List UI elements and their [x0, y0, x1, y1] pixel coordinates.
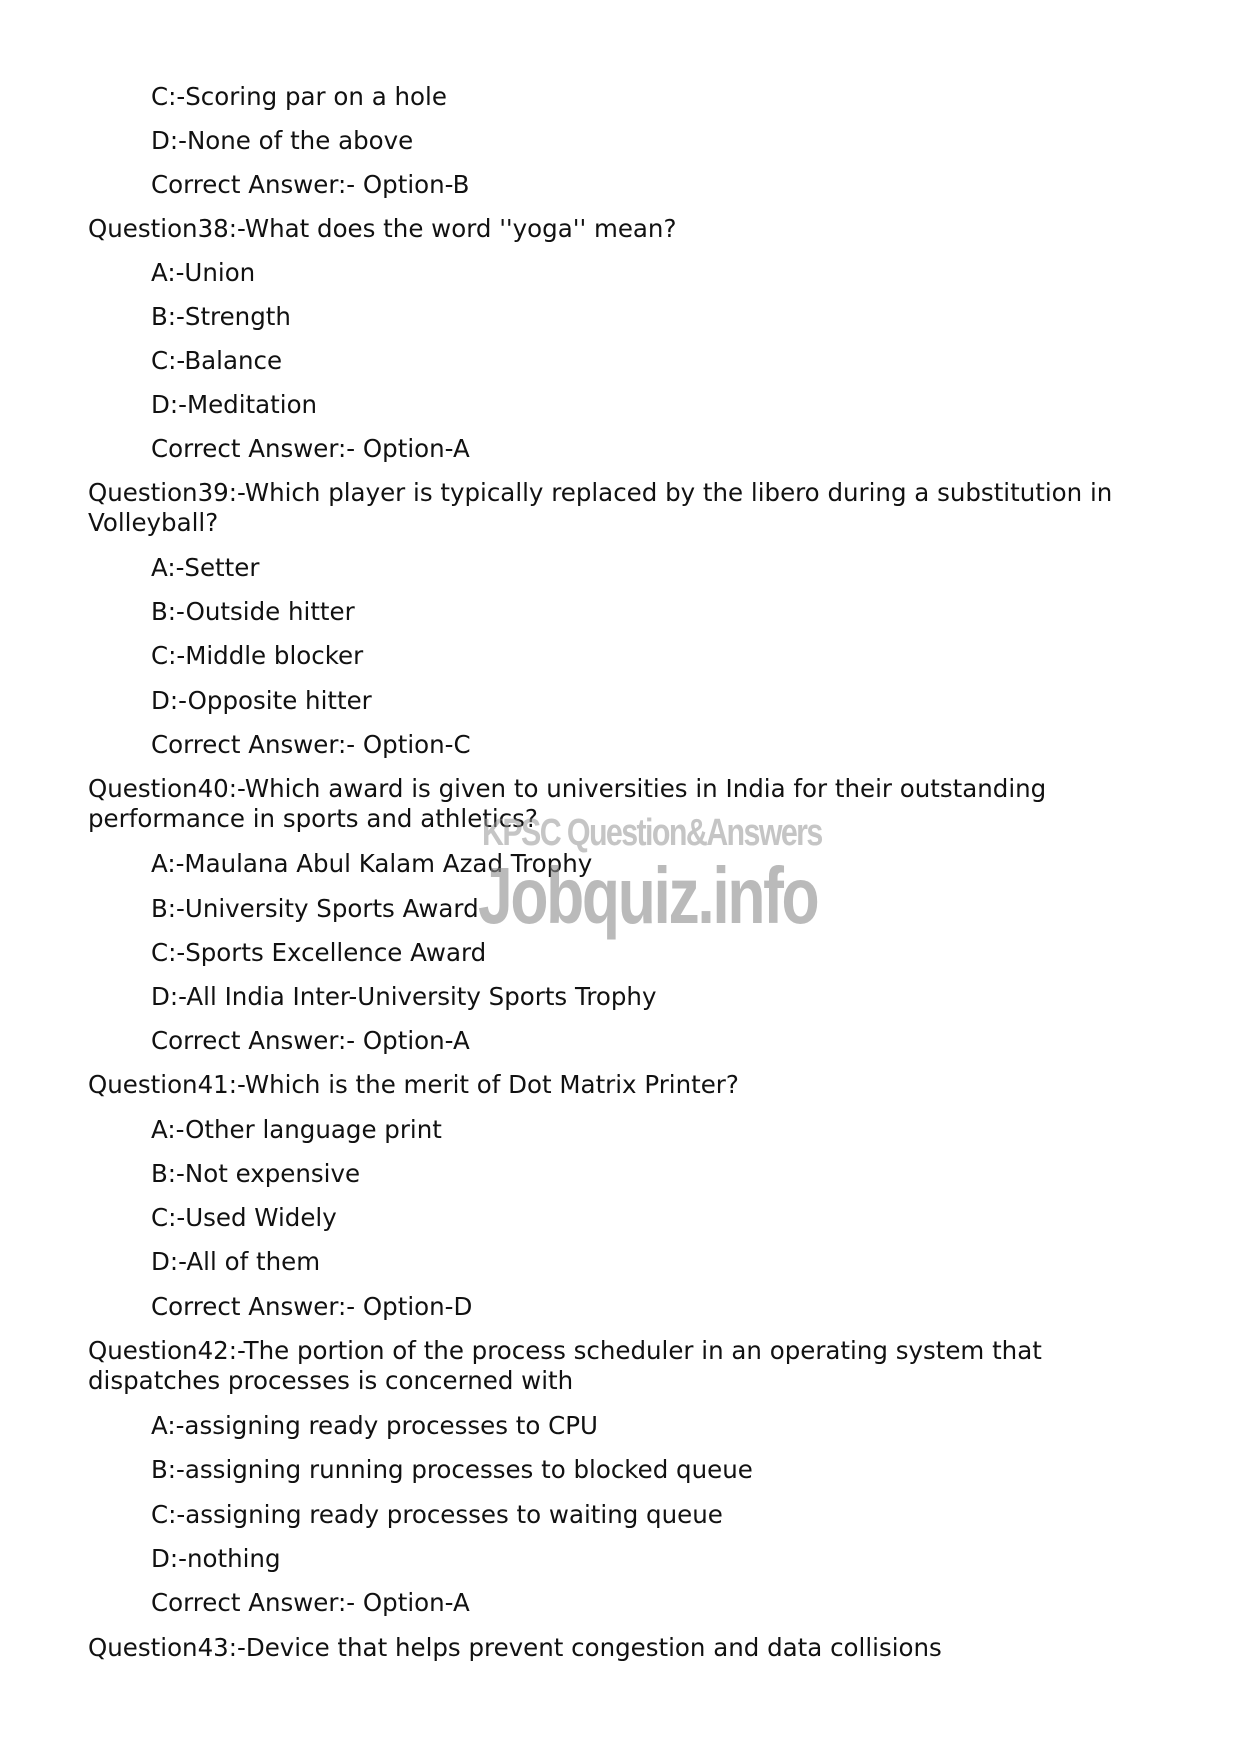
- question-38: Question38:-What does the word ''yoga'' mean?: [88, 214, 677, 243]
- option-c-q40: C:-Sports Excellence Award: [151, 938, 487, 967]
- option-a-q40: A:-Maulana Abul Kalam Azad Trophy: [151, 849, 593, 878]
- option-a-q39: A:-Setter: [151, 553, 260, 582]
- correct-answer-q40: Correct Answer:- Option-A: [151, 1026, 470, 1055]
- question-39: Question39:-Which player is typically replaced by the libero during a substitution in Volleyball?: [88, 478, 1113, 537]
- option-a-q38: A:-Union: [151, 258, 256, 287]
- correct-answer-q37: Correct Answer:- Option-B: [151, 170, 470, 199]
- option-b-q38: B:-Strength: [151, 302, 291, 331]
- option-c-q41: C:-Used Widely: [151, 1203, 337, 1232]
- question-43: Question43:-Device that helps prevent congestion and data collisions: [88, 1633, 942, 1662]
- option-d-q37: D:-None of the above: [151, 126, 414, 155]
- watermark: [478, 812, 822, 962]
- option-b-q40: B:-University Sports Award: [151, 894, 479, 923]
- question-41: Question41:-Which is the merit of Dot Matrix Printer?: [88, 1070, 739, 1099]
- option-a-q41: A:-Other language print: [151, 1115, 442, 1144]
- option-d-q41: D:-All of them: [151, 1247, 321, 1276]
- option-b-q42: B:-assigning running processes to blocked queue: [151, 1455, 753, 1484]
- option-c-q37: C:-Scoring par on a hole: [151, 82, 447, 111]
- option-d-q42: D:-nothing: [151, 1544, 281, 1573]
- correct-answer-q39: Correct Answer:- Option-C: [151, 730, 471, 759]
- option-c-q42: C:-assigning ready processes to waiting queue: [151, 1500, 723, 1529]
- option-d-q38: D:-Meditation: [151, 390, 318, 419]
- option-d-q40: D:-All India Inter-University Sports Trophy: [151, 982, 657, 1011]
- option-b-q39: B:-Outside hitter: [151, 597, 355, 626]
- correct-answer-q42: Correct Answer:- Option-A: [151, 1588, 470, 1617]
- correct-answer-q38: Correct Answer:- Option-A: [151, 434, 470, 463]
- watermark-logo: Jobquiz.info: [478, 851, 818, 940]
- option-b-q41: B:-Not expensive: [151, 1159, 361, 1188]
- option-a-q42: A:-assigning ready processes to CPU: [151, 1411, 598, 1440]
- option-c-q39: C:-Middle blocker: [151, 641, 364, 670]
- question-42: Question42:-The portion of the process scheduler in an operating system that dispatches processes is concerned with: [88, 1336, 1042, 1395]
- option-d-q39: D:-Opposite hitter: [151, 686, 372, 715]
- question-40: Question40:-Which award is given to universities in India for their outstanding performance in sports and athletics?: [88, 774, 1047, 833]
- watermark-subtitle: KPSC Question&Answers: [482, 812, 822, 854]
- option-c-q38: C:-Balance: [151, 346, 283, 375]
- correct-answer-q41: Correct Answer:- Option-D: [151, 1292, 473, 1321]
